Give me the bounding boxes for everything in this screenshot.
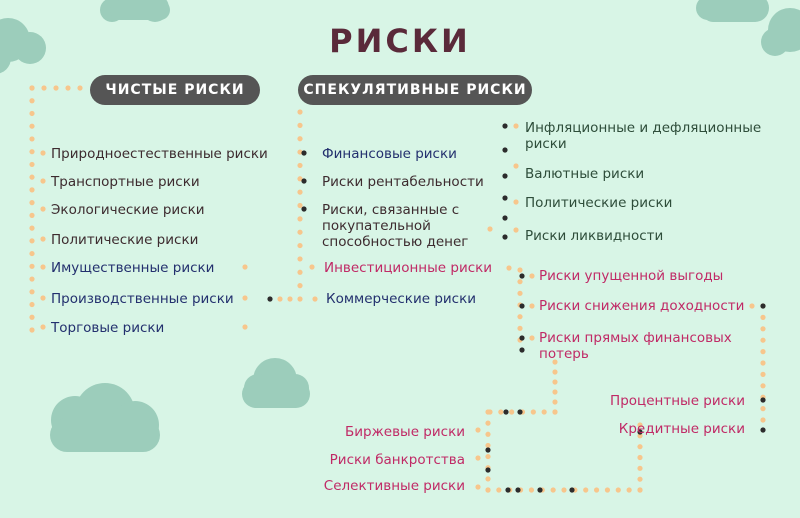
connector-dot bbox=[40, 206, 45, 211]
connector-dot bbox=[552, 369, 557, 374]
connector-dot bbox=[297, 270, 302, 275]
connector-dot bbox=[519, 303, 524, 308]
connector-dot bbox=[529, 303, 534, 308]
connector-dot bbox=[40, 295, 45, 300]
connector-dot bbox=[29, 213, 34, 218]
connector-dot bbox=[297, 203, 302, 208]
purchasing-power-risk-item: Валютные риски bbox=[525, 166, 645, 182]
connector-dot bbox=[41, 85, 46, 90]
pure-risk-item: Имущественные риски bbox=[51, 260, 215, 276]
connector-dot bbox=[29, 136, 34, 141]
connector-dot bbox=[502, 234, 507, 239]
connector-dot bbox=[475, 455, 480, 460]
connector-dot bbox=[29, 302, 34, 307]
connector-dot bbox=[517, 409, 522, 414]
connector-dot bbox=[529, 273, 534, 278]
connector-dot bbox=[29, 175, 34, 180]
connector-dot bbox=[297, 109, 302, 114]
connector-dot bbox=[517, 291, 522, 296]
connector-dot bbox=[301, 178, 306, 183]
loss-risk-item: Селективные риски bbox=[323, 478, 465, 494]
connector-dot bbox=[29, 264, 34, 269]
connector-dot bbox=[297, 256, 302, 261]
connector-dot bbox=[517, 279, 522, 284]
speculative-risk-item: Риски, связанные с покупательной способностью денег bbox=[322, 202, 469, 250]
connector-dot bbox=[40, 324, 45, 329]
connector-dot bbox=[749, 303, 754, 308]
connector-dot bbox=[637, 444, 642, 449]
connector-dot bbox=[561, 487, 566, 492]
connector-dot bbox=[605, 487, 610, 492]
connector-dot bbox=[485, 467, 490, 472]
connector-dot bbox=[519, 273, 524, 278]
connector-dot bbox=[760, 303, 765, 308]
pure-risk-item: Производственные риски bbox=[51, 291, 234, 307]
connector-dot bbox=[485, 447, 490, 452]
connector-dot bbox=[627, 487, 632, 492]
pure-risks-heading: ЧИСТЫЕ РИСКИ bbox=[90, 75, 260, 105]
connector-dot bbox=[29, 124, 34, 129]
connector-dot bbox=[40, 150, 45, 155]
connector-dot bbox=[552, 379, 557, 384]
connector-dot bbox=[760, 383, 765, 388]
connector-dot bbox=[552, 399, 557, 404]
connector-dot bbox=[760, 406, 765, 411]
connector-dot bbox=[53, 85, 58, 90]
connector-dot bbox=[242, 324, 247, 329]
connector-dot bbox=[29, 276, 34, 281]
connector-dot bbox=[242, 264, 247, 269]
connector-dot bbox=[29, 315, 34, 320]
connector-dot bbox=[502, 123, 507, 128]
connector-dot bbox=[40, 236, 45, 241]
connector-dot bbox=[637, 466, 642, 471]
connector-dot bbox=[485, 421, 490, 426]
connector-dot bbox=[517, 326, 522, 331]
connector-dot bbox=[515, 487, 520, 492]
connector-dot bbox=[312, 296, 317, 301]
pure-risk-item: Экологические риски bbox=[51, 202, 205, 218]
connector-dot bbox=[513, 227, 518, 232]
connector-dot bbox=[297, 163, 302, 168]
connector-dot bbox=[297, 230, 302, 235]
connector-dot bbox=[40, 178, 45, 183]
connector-dot bbox=[519, 347, 524, 352]
cloud-icon bbox=[242, 358, 310, 408]
connector-dot bbox=[496, 487, 501, 492]
loss-risk-item: Биржевые риски bbox=[345, 424, 465, 440]
connector-dot bbox=[485, 454, 490, 459]
connector-dot bbox=[297, 243, 302, 248]
investment-risk-item: Риски прямых финансовых потерь bbox=[539, 330, 732, 362]
connector-dot bbox=[29, 111, 34, 116]
connector-dot bbox=[637, 455, 642, 460]
connector-dot bbox=[297, 123, 302, 128]
connector-dot bbox=[552, 409, 557, 414]
connector-dot bbox=[29, 251, 34, 256]
connector-dot bbox=[760, 360, 765, 365]
connector-dot bbox=[583, 487, 588, 492]
connector-dot bbox=[29, 226, 34, 231]
connector-dot bbox=[529, 487, 534, 492]
connector-dot bbox=[529, 335, 534, 340]
connector-dot bbox=[502, 147, 507, 152]
connector-dot bbox=[77, 85, 82, 90]
connector-dot bbox=[519, 335, 524, 340]
connector-dot bbox=[301, 206, 306, 211]
connector-dot bbox=[552, 389, 557, 394]
connector-dot bbox=[297, 136, 302, 141]
connector-dot bbox=[569, 487, 574, 492]
connector-dot bbox=[551, 487, 556, 492]
connector-dot bbox=[513, 199, 518, 204]
pure-risk-item: Торговые риски bbox=[51, 320, 165, 336]
connector-dot bbox=[297, 216, 302, 221]
connector-dot bbox=[531, 409, 536, 414]
investment-risk-item: Риски упущенной выгоды bbox=[539, 268, 724, 284]
connector-dot bbox=[475, 427, 480, 432]
connector-dot bbox=[29, 238, 34, 243]
connector-dot bbox=[503, 409, 508, 414]
connector-dot bbox=[506, 265, 511, 270]
speculative-risk-item: Коммерческие риски bbox=[326, 291, 477, 307]
connector-dot bbox=[29, 327, 34, 332]
speculative-risk-item: Инвестиционные риски bbox=[324, 260, 493, 276]
connector-dot bbox=[475, 484, 480, 489]
pure-risk-item: Природноестественные риски bbox=[51, 146, 268, 162]
connector-dot bbox=[502, 195, 507, 200]
cloud-icon bbox=[100, 0, 170, 22]
connector-dot bbox=[537, 487, 542, 492]
connector-dot bbox=[29, 187, 34, 192]
connector-dot bbox=[301, 150, 306, 155]
connector-dot bbox=[594, 487, 599, 492]
connector-dot bbox=[760, 417, 765, 422]
pure-risk-item: Политические риски bbox=[51, 232, 199, 248]
connector-dot bbox=[29, 289, 34, 294]
connector-dot bbox=[287, 296, 292, 301]
connector-dot bbox=[65, 85, 70, 90]
investment-risk-item: Риски снижения доходности bbox=[539, 298, 745, 314]
connector-dot bbox=[485, 432, 490, 437]
connector-dot bbox=[485, 487, 490, 492]
connector-dot bbox=[616, 487, 621, 492]
loss-risk-item: Процентные риски bbox=[610, 393, 745, 409]
connector-dot bbox=[297, 283, 302, 288]
connector-dot bbox=[513, 123, 518, 128]
connector-dot bbox=[637, 477, 642, 482]
connector-dot bbox=[760, 349, 765, 354]
connector-dot bbox=[502, 215, 507, 220]
connector-dot bbox=[29, 200, 34, 205]
connector-dot bbox=[242, 295, 247, 300]
cloud-icon bbox=[50, 383, 160, 452]
connector-dot bbox=[29, 149, 34, 154]
connector-dot bbox=[40, 264, 45, 269]
connector-dot bbox=[485, 476, 490, 481]
loss-risk-item: Кредитные риски bbox=[618, 421, 745, 437]
connector-dot bbox=[517, 267, 522, 272]
pure-risk-item: Транспортные риски bbox=[51, 174, 200, 190]
connector-dot bbox=[29, 85, 34, 90]
connector-dot bbox=[29, 98, 34, 103]
speculative-risk-item: Финансовые риски bbox=[322, 146, 457, 162]
connector-dot bbox=[297, 190, 302, 195]
connector-dot bbox=[760, 372, 765, 377]
connector-dot bbox=[485, 409, 490, 414]
cloud-icon bbox=[696, 0, 769, 22]
connector-dot bbox=[760, 427, 765, 432]
connector-dot bbox=[487, 226, 492, 231]
connector-dot bbox=[485, 443, 490, 448]
connector-dot bbox=[517, 314, 522, 319]
connector-dot bbox=[309, 264, 314, 269]
purchasing-power-risk-item: Инфляционные и дефляционные риски bbox=[525, 120, 762, 152]
speculative-risks-heading: СПЕКУЛЯТИВНЫЕ РИСКИ bbox=[298, 75, 532, 105]
connector-dot bbox=[760, 338, 765, 343]
connector-dot bbox=[498, 409, 503, 414]
connector-dot bbox=[509, 409, 514, 414]
connector-dot bbox=[513, 163, 518, 168]
connector-dot bbox=[29, 162, 34, 167]
purchasing-power-risk-item: Риски ликвидности bbox=[525, 228, 664, 244]
loss-risk-item: Риски банкротства bbox=[329, 452, 465, 468]
connector-dot bbox=[542, 409, 547, 414]
connector-dot bbox=[760, 315, 765, 320]
connector-dot bbox=[277, 296, 282, 301]
connector-dot bbox=[267, 296, 272, 301]
connector-dot bbox=[760, 397, 765, 402]
connector-dot bbox=[760, 326, 765, 331]
connector-dot bbox=[637, 487, 642, 492]
speculative-risk-item: Риски рентабельности bbox=[322, 174, 484, 190]
connector-dot bbox=[297, 296, 302, 301]
connector-dot bbox=[502, 173, 507, 178]
connector-dot bbox=[505, 487, 510, 492]
purchasing-power-risk-item: Политические риски bbox=[525, 195, 673, 211]
page-title: РИСКИ bbox=[329, 22, 471, 60]
